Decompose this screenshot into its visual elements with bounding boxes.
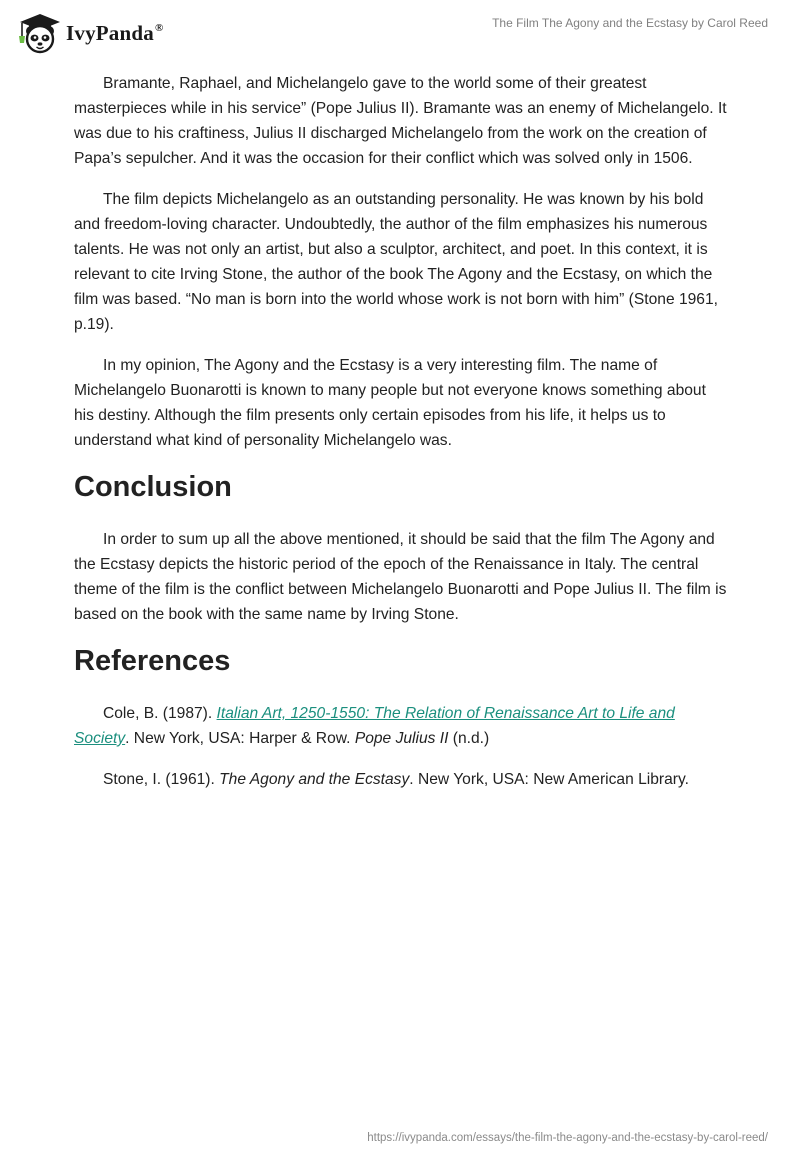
references-heading: References [74,645,231,677]
source-url[interactable]: https://ivypanda.com/essays/the-film-the-agony-and-the-ecstasy-by-carol-reed/ [367,1132,768,1144]
logo-wordmark [66,21,163,46]
reference-publisher: . New York, USA: New American Library. [409,771,689,788]
reference-entry [74,701,728,751]
document-title: The Film The Agony and the Ecstasy by Carol Reed [492,16,768,30]
ivypanda-logo[interactable] [16,9,163,55]
page-header [0,0,800,60]
reference-italic-title: Pope Julius II [354,730,449,747]
reference-publisher: . New York, USA: Harper & Row. [125,730,355,747]
conclusion-paragraph: In order to sum up all the above mentioned, it should be said that the film The Agony and the Ecstasy depicts the historic period of the epoch of the Renaissance in Italy. The central theme of the film is the conflict between Michelangelo Buonarotti and Pope Julius II. The film is based on the book with the same name by Irving Stone. [74,531,727,623]
reference-author-year: Stone, I. (1961). [103,771,220,788]
reference-date: (n.d.) [448,730,490,747]
reference-entry [74,767,728,792]
body-paragraph: Bramante, Raphael, and Michelangelo gave to the world some of their greatest masterpieces while in his service” (Pope Julius II). Bramante was an enemy of Michelangelo. It was due to his craftiness, Julius II discharged Michelangelo from the work on the creation of Papa’s sepulcher. And it was the occasion for their conflict which was solved only in 1506. [74,75,727,167]
body-paragraph: The film depicts Michelangelo as an outstanding personality. He was known by his bold and freedom-loving character. Undoubtedly, the author of the film emphasizes his numerous talents. He was not only an artist, but also a sculptor, architect, and poet. In this context, it is relevant to cite Irving Stone, the author of the book The Agony and the Ecstasy, on which the film was based. “No man is born into the world whose work is not born with him” (Stone 1961, p.19). [74,191,718,333]
reference-link[interactable]: Italian Art, 1250-1550: The Relation of Renaissance Art to Life and Society [74,705,675,747]
conclusion-heading: Conclusion [74,471,232,503]
panda-mascot-icon [16,10,60,54]
logo-text: IvyPanda [66,20,154,45]
body-paragraph: In my opinion, The Agony and the Ecstasy is a very interesting film. The name of Michelangelo Buonarotti is known to many people but not everyone knows something about his destiny. Although the film presents only certain episodes from his life, it helps us to understand what kind of personality Michelangelo was. [74,357,706,449]
reference-italic-title: The Agony and the Ecstasy [219,771,410,788]
reference-author-year: Cole, B. (1987). [103,705,217,722]
registered-mark: ® [154,21,164,34]
essay-content [74,71,728,808]
